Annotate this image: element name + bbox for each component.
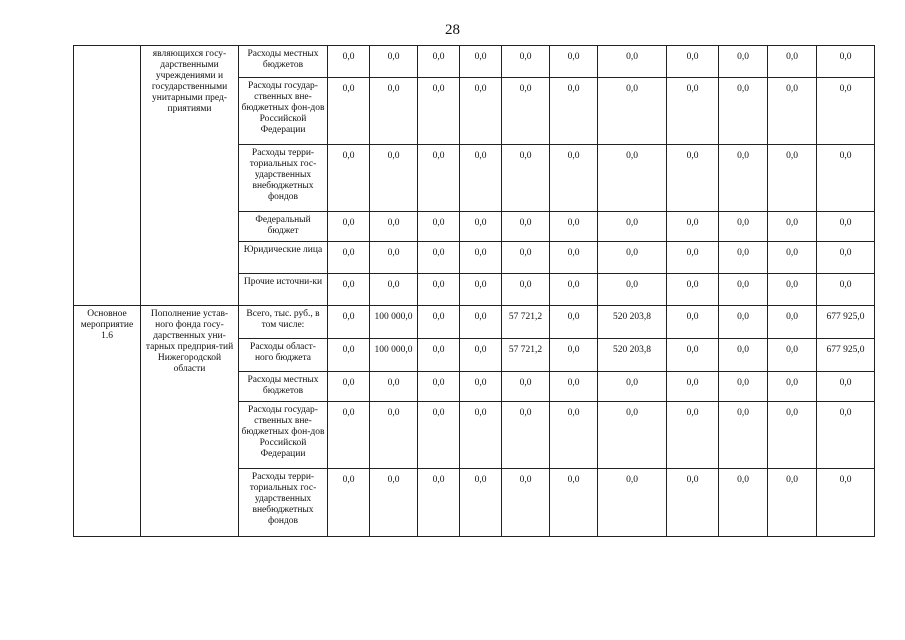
- value-cell: 0,0: [719, 372, 768, 402]
- description-cell: Пополнение устав-ного фонда госу-дарственных уни-тарных предприя-тий Нижегородской области: [141, 306, 239, 537]
- value-cell: 0,0: [817, 242, 875, 274]
- funding-source-cell: Расходы област-ного бюджета: [239, 339, 328, 372]
- value-cell: 0,0: [817, 46, 875, 78]
- value-cell: 0,0: [817, 372, 875, 402]
- value-cell: 0,0: [719, 242, 768, 274]
- value-cell: 0,0: [768, 274, 817, 306]
- funding-source-cell: Прочие источни-ки: [239, 274, 328, 306]
- value-cell: 0,0: [418, 402, 460, 469]
- funding-source-cell: Расходы местных бюджетов: [239, 372, 328, 402]
- value-cell: 0,0: [418, 242, 460, 274]
- measure-cell: Основное мероприятие 1.6: [74, 306, 141, 537]
- value-cell: 0,0: [768, 78, 817, 145]
- table-row: [74, 306, 875, 339]
- value-cell: 0,0: [598, 469, 667, 537]
- funding-source-cell: Расходы терри-ториальных гос-ударственных внебюджетных фондов: [239, 469, 328, 537]
- value-cell: 0,0: [817, 402, 875, 469]
- value-cell: 0,0: [817, 212, 875, 242]
- value-cell: 0,0: [719, 469, 768, 537]
- value-cell: 0,0: [460, 274, 502, 306]
- value-cell: 0,0: [502, 402, 550, 469]
- value-cell: 677 925,0: [817, 339, 875, 372]
- value-cell: 0,0: [370, 78, 418, 145]
- value-cell: 0,0: [768, 242, 817, 274]
- value-cell: 0,0: [817, 274, 875, 306]
- funding-source-cell: Расходы государ-ственных вне-бюджетных фон-дов Российской Федерации: [239, 402, 328, 469]
- value-cell: 0,0: [667, 469, 719, 537]
- value-cell: 0,0: [550, 372, 598, 402]
- value-cell: 0,0: [768, 402, 817, 469]
- value-cell: 0,0: [370, 46, 418, 78]
- value-cell: 0,0: [768, 372, 817, 402]
- value-cell: 0,0: [460, 212, 502, 242]
- value-cell: 0,0: [502, 78, 550, 145]
- value-cell: 0,0: [667, 274, 719, 306]
- funding-source-cell: Федеральный бюджет: [239, 212, 328, 242]
- value-cell: 0,0: [418, 306, 460, 339]
- value-cell: 0,0: [418, 145, 460, 212]
- value-cell: 0,0: [418, 46, 460, 78]
- value-cell: 0,0: [598, 46, 667, 78]
- value-cell: 0,0: [550, 274, 598, 306]
- value-cell: 0,0: [460, 339, 502, 372]
- value-cell: 0,0: [817, 78, 875, 145]
- value-cell: 0,0: [418, 212, 460, 242]
- value-cell: 0,0: [460, 46, 502, 78]
- value-cell: 0,0: [328, 339, 370, 372]
- value-cell: 0,0: [418, 469, 460, 537]
- value-cell: 0,0: [768, 469, 817, 537]
- value-cell: 520 203,8: [598, 339, 667, 372]
- value-cell: 100 000,0: [370, 306, 418, 339]
- value-cell: 0,0: [418, 274, 460, 306]
- value-cell: 0,0: [328, 274, 370, 306]
- value-cell: 0,0: [502, 242, 550, 274]
- funding-source-cell: Юридические лица: [239, 242, 328, 274]
- value-cell: 0,0: [598, 212, 667, 242]
- value-cell: 0,0: [817, 145, 875, 212]
- value-cell: 0,0: [667, 212, 719, 242]
- funding-source-cell: Расходы местных бюджетов: [239, 46, 328, 78]
- value-cell: 0,0: [719, 78, 768, 145]
- value-cell: 0,0: [550, 78, 598, 145]
- value-cell: 0,0: [550, 402, 598, 469]
- funding-source-cell: Всего, тыс. руб., в том числе:: [239, 306, 328, 339]
- value-cell: 0,0: [370, 145, 418, 212]
- value-cell: 0,0: [667, 78, 719, 145]
- value-cell: 0,0: [550, 242, 598, 274]
- value-cell: 0,0: [460, 402, 502, 469]
- value-cell: 100 000,0: [370, 339, 418, 372]
- value-cell: 0,0: [418, 78, 460, 145]
- value-cell: 677 925,0: [817, 306, 875, 339]
- value-cell: 0,0: [502, 469, 550, 537]
- value-cell: 0,0: [502, 46, 550, 78]
- value-cell: 0,0: [370, 372, 418, 402]
- value-cell: 0,0: [550, 469, 598, 537]
- value-cell: 0,0: [719, 274, 768, 306]
- value-cell: 0,0: [502, 145, 550, 212]
- value-cell: 0,0: [328, 306, 370, 339]
- value-cell: 0,0: [598, 145, 667, 212]
- funding-source-cell: Расходы терри-ториальных гос-ударственных внебюджетных фондов: [239, 145, 328, 212]
- value-cell: 0,0: [550, 339, 598, 372]
- value-cell: 0,0: [667, 242, 719, 274]
- value-cell: 0,0: [719, 306, 768, 339]
- value-cell: 0,0: [418, 372, 460, 402]
- funding-source-cell: Расходы государ-ственных вне-бюджетных фон-дов Российской Федерации: [239, 78, 328, 145]
- value-cell: 57 721,2: [502, 306, 550, 339]
- value-cell: 0,0: [719, 402, 768, 469]
- value-cell: 0,0: [598, 274, 667, 306]
- value-cell: 0,0: [768, 46, 817, 78]
- value-cell: 0,0: [667, 372, 719, 402]
- value-cell: 0,0: [598, 242, 667, 274]
- value-cell: 0,0: [370, 212, 418, 242]
- page-number: 28: [445, 22, 460, 38]
- value-cell: 520 203,8: [598, 306, 667, 339]
- value-cell: 0,0: [719, 212, 768, 242]
- value-cell: 0,0: [328, 372, 370, 402]
- description-cell: являющихся госу-дарственными учреждениями и государственными унитарными пред-приятиями: [141, 46, 239, 306]
- measure-cell: [74, 46, 141, 306]
- value-cell: 0,0: [370, 274, 418, 306]
- value-cell: 0,0: [768, 212, 817, 242]
- value-cell: 0,0: [719, 145, 768, 212]
- value-cell: 0,0: [550, 212, 598, 242]
- value-cell: 0,0: [598, 372, 667, 402]
- table-row: [74, 46, 875, 78]
- value-cell: 0,0: [328, 212, 370, 242]
- value-cell: 0,0: [719, 339, 768, 372]
- value-cell: 0,0: [328, 469, 370, 537]
- value-cell: 0,0: [719, 46, 768, 78]
- value-cell: 0,0: [328, 242, 370, 274]
- value-cell: 0,0: [328, 145, 370, 212]
- value-cell: 0,0: [550, 46, 598, 78]
- value-cell: 0,0: [502, 372, 550, 402]
- value-cell: 0,0: [460, 306, 502, 339]
- value-cell: 0,0: [550, 145, 598, 212]
- value-cell: 0,0: [370, 402, 418, 469]
- value-cell: 0,0: [598, 78, 667, 145]
- value-cell: 0,0: [370, 242, 418, 274]
- value-cell: 0,0: [328, 402, 370, 469]
- value-cell: 0,0: [667, 402, 719, 469]
- value-cell: 0,0: [550, 306, 598, 339]
- value-cell: 0,0: [768, 339, 817, 372]
- value-cell: 57 721,2: [502, 339, 550, 372]
- value-cell: 0,0: [328, 78, 370, 145]
- value-cell: 0,0: [460, 242, 502, 274]
- value-cell: 0,0: [598, 402, 667, 469]
- value-cell: 0,0: [667, 46, 719, 78]
- value-cell: 0,0: [460, 145, 502, 212]
- value-cell: 0,0: [817, 469, 875, 537]
- value-cell: 0,0: [460, 78, 502, 145]
- budget-table: [73, 45, 875, 537]
- value-cell: 0,0: [418, 339, 460, 372]
- value-cell: 0,0: [460, 469, 502, 537]
- value-cell: 0,0: [328, 46, 370, 78]
- value-cell: 0,0: [502, 274, 550, 306]
- value-cell: 0,0: [460, 372, 502, 402]
- value-cell: 0,0: [768, 145, 817, 212]
- value-cell: 0,0: [502, 212, 550, 242]
- value-cell: 0,0: [667, 306, 719, 339]
- value-cell: 0,0: [667, 145, 719, 212]
- value-cell: 0,0: [768, 306, 817, 339]
- value-cell: 0,0: [667, 339, 719, 372]
- value-cell: 0,0: [370, 469, 418, 537]
